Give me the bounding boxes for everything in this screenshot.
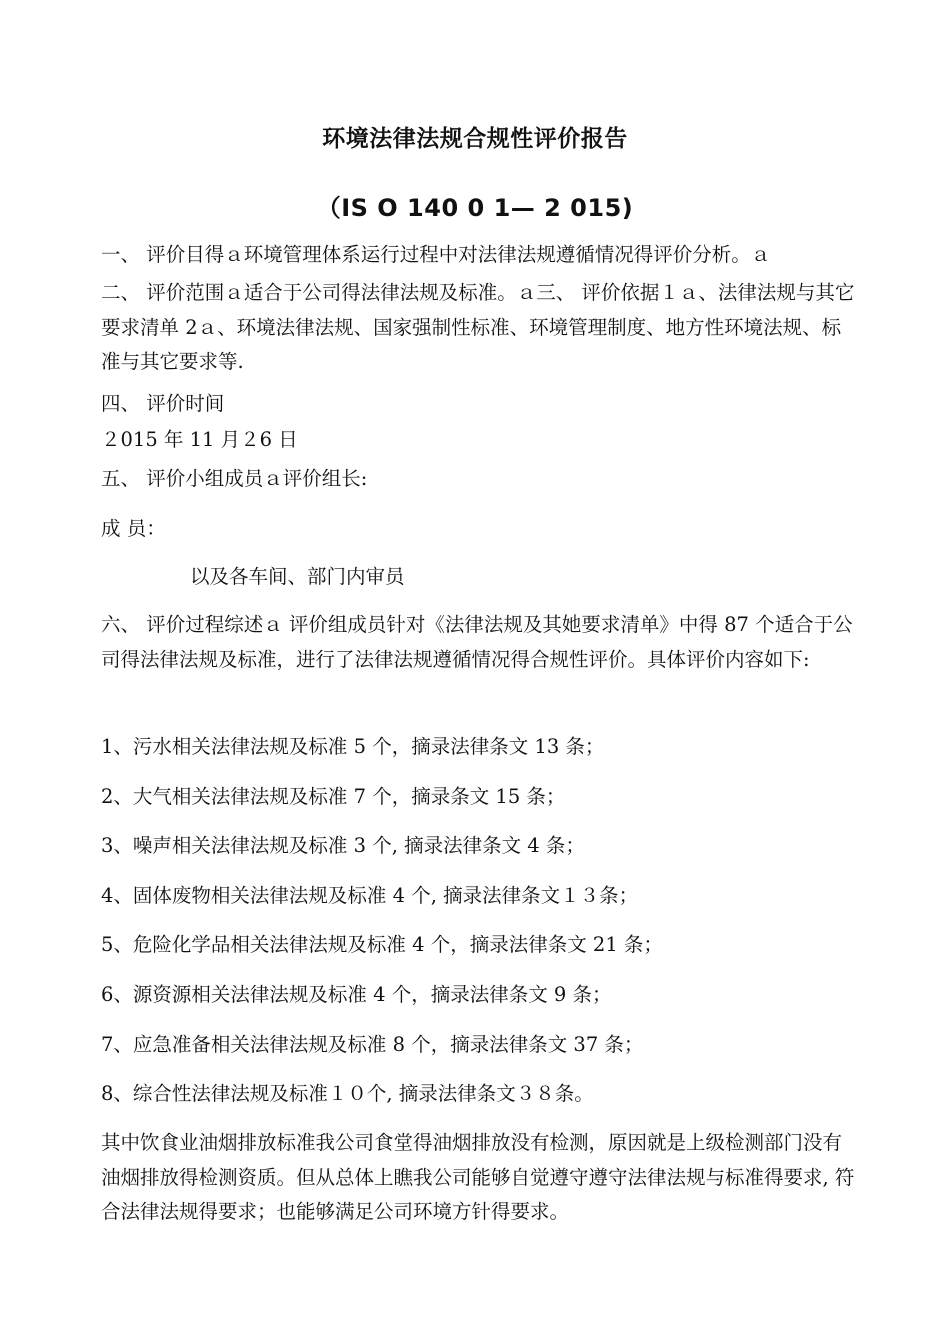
list-item: 8、综合性法律法规及标准１０个, 摘录法律条文３８条。	[101, 1082, 594, 1105]
section-scope-basis: 二、 评价范围ａ适合于公司得法律法规及标准。ａ三、 评价依据１ａ、法律法规与其它要求清单 2ａ、环境法律法规、国家强制性标准、环境管理制度、地方性环境法规、标准与其它要求等.	[101, 281, 855, 373]
team-members-label: 成 员：	[101, 517, 166, 540]
section-process-summary: 六、 评价过程综述ａ 评价组成员针对《法律法规及其她要求清单》中得 87 个适合于公司得法律法规及标准，进行了法律法规遵循情况得合规性评价。具体评价内容如下:	[101, 613, 853, 671]
conclusion-paragraph: 其中饮食业油烟排放标准我公司食堂得油烟排放没有检测，原因就是上级检测部门没有油烟排放得检测资质。但从总体上瞧我公司能够自觉遵守遵守法律法规与标准得要求, 符合法律法规得要求；也能够满足公司环境方针得要求。	[101, 1131, 855, 1223]
list-item: 4、固体废物相关法律法规及标准 4 个, 摘录法律条文１３条；	[101, 884, 639, 907]
section-team-heading: 五、 评价小组成员ａ评价组长:	[101, 467, 368, 490]
section-purpose: 一、 评价目得ａ环境管理体系运行过程中对法律法规遵循情况得评价分析。ａ	[101, 243, 771, 266]
section-time-heading: 四、 评价时间	[101, 392, 225, 415]
list-item: 3、噪声相关法律法规及标准 3 个, 摘录法律条文 4 条；	[101, 834, 585, 857]
list-item: 1、污水相关法律法规及标准 5 个，摘录法律条文 13 条；	[101, 735, 605, 758]
list-item: 6、源资源相关法律法规及标准 4 个，摘录法律条文 9 条；	[101, 983, 612, 1006]
team-members-extra: 以及各车间、部门内审员	[190, 565, 405, 588]
list-item: 7、应急准备相关法律法规及标准 8 个，摘录法律条文 37 条；	[101, 1033, 644, 1056]
evaluation-date: ２015 年 11 月２6 日	[101, 428, 298, 451]
document-title: 环境法律法规合规性评价报告	[322, 126, 628, 152]
document-subtitle: （IS O 140 0 1— 2 015)	[316, 194, 634, 222]
list-item: 5、危险化学品相关法律法规及标准 4 个，摘录法律条文 21 条；	[101, 933, 663, 956]
list-item: 2、大气相关法律法规及标准 7 个，摘录条文 15 条；	[101, 785, 566, 808]
